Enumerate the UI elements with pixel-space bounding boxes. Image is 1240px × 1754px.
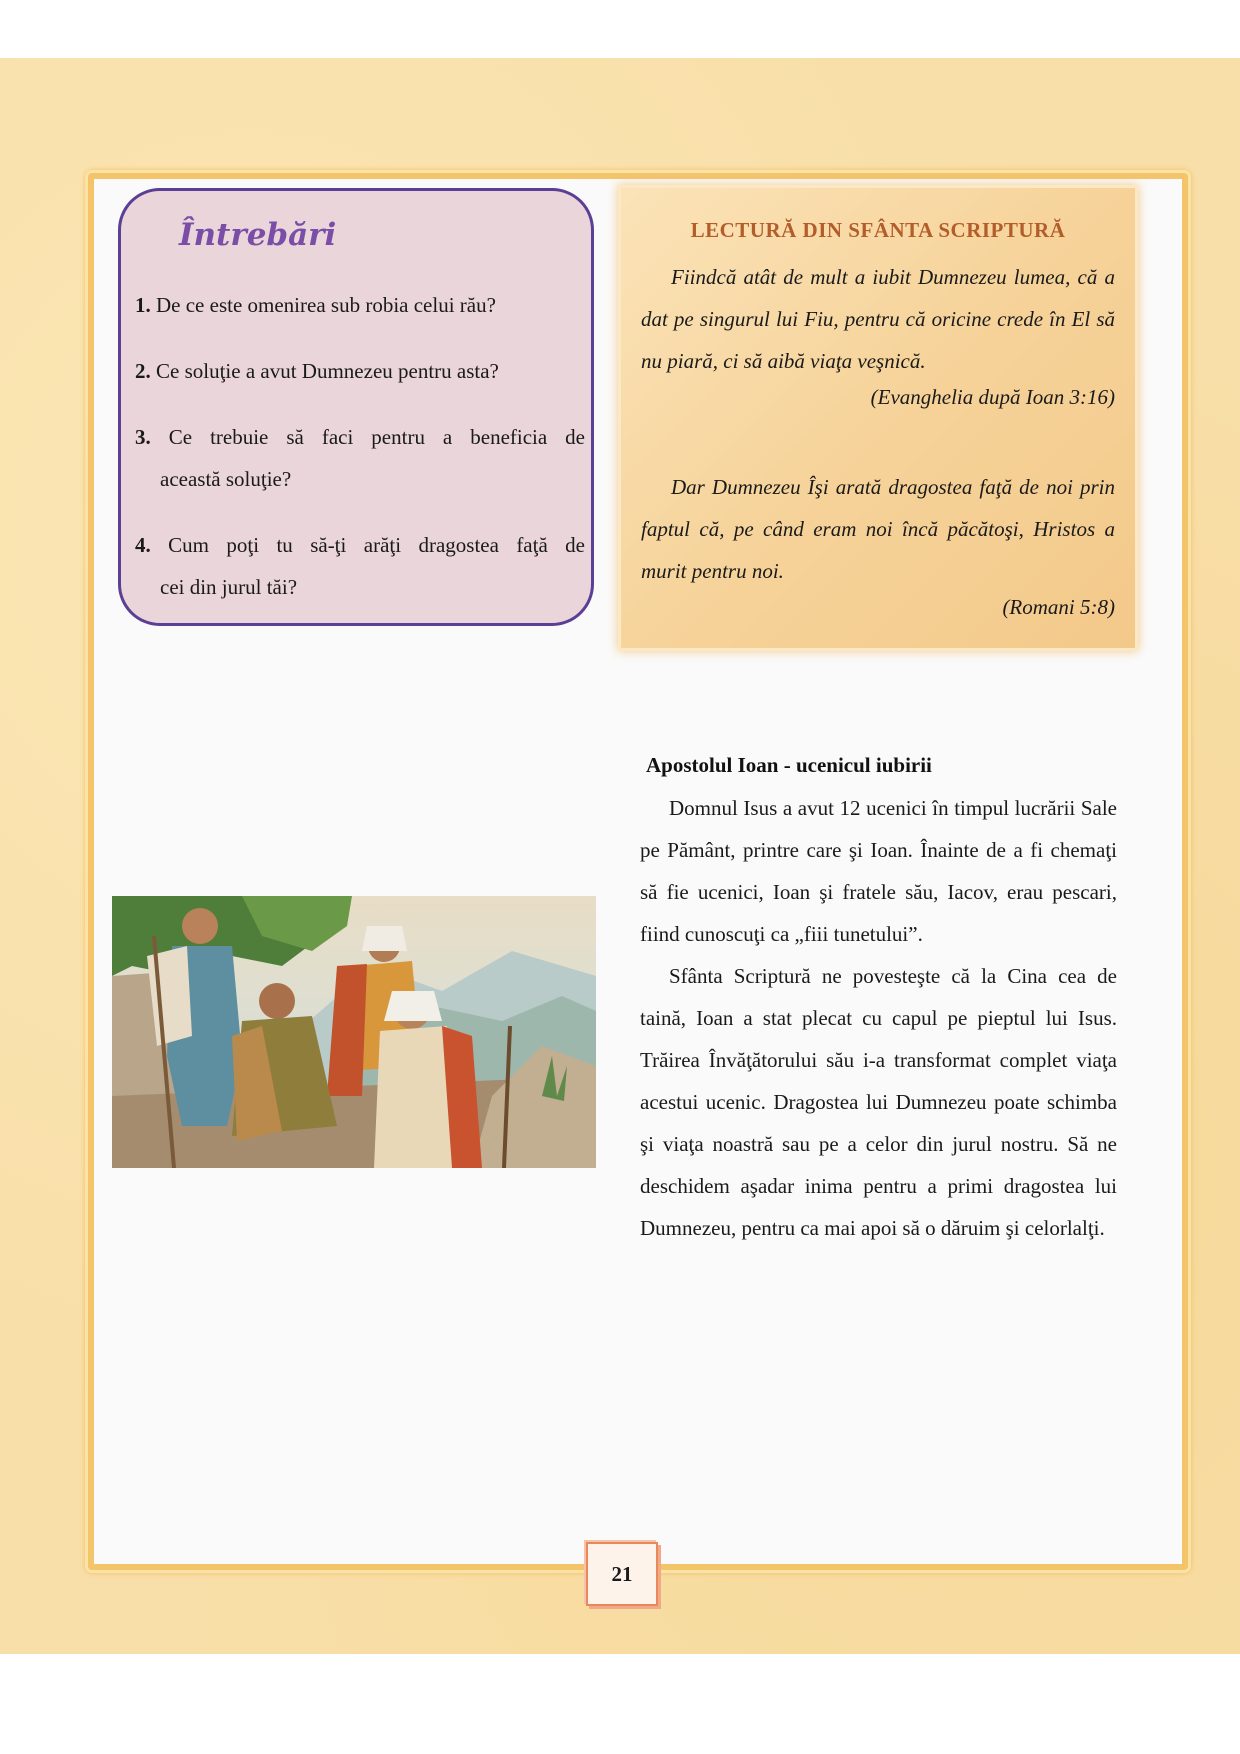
article-paragraph: Domnul Isus a avut 12 ucenici în timpul lucrării Sale pe Pământ, printre care şi Ioan. Înainte de a fi chemaţi să fie ucenici, Ioan şi fratele său, Iacov, erau pescari, fiind cunoscuţi ca „fiii tunetului”.: [640, 796, 1117, 946]
scripture-box: [621, 188, 1135, 648]
question-text: cei din jurul tăi?: [160, 575, 298, 599]
question-text: Ce soluţie a avut Dumnezeu pentru asta?: [156, 359, 499, 383]
question-number: 2.: [135, 359, 151, 383]
question-text: De ce este omenirea sub robia celui rău?: [156, 293, 496, 317]
question-item-continuation: [135, 459, 610, 500]
question-item-continuation: [135, 567, 610, 608]
scripture-reference: (Evanghelia după Ioan 3:16): [870, 385, 1115, 409]
question-number: 3.: [135, 425, 151, 449]
article-title: Apostolul Ioan - ucenicul iubirii: [646, 753, 932, 777]
scripture-passage: Fiindcă atât de mult a iubit Dumnezeu lumea, că a dat pe singurul lui Fiu, pentru că oricine crede în El să nu piară, ci să aibă viaţa veşnică.: [641, 265, 1115, 373]
question-number: 4.: [135, 533, 151, 557]
question-item: [135, 525, 585, 566]
scripture-passage: Dar Dumnezeu Îşi arată dragostea faţă de noi prin faptul că, pe când eram noi încă păcătoşi, Hristos a murit pentru noi.: [641, 475, 1115, 583]
question-item: [135, 351, 585, 392]
article-paragraph: Sfânta Scriptură ne povesteşte că la Cina cea de taină, Ioan a stat plecat cu capul pe pieptul lui Isus. Trăirea Învăţătorului său i-a transformat complet viaţa acestui ucenic. Dragostea lui Dumnezeu poate schimba şi viaţa noastră sau pe a celor din jurul nostru. Să ne deschidem aşadar inima pentru a primi dragostea lui Dumnezeu, pentru ca mai apoi să o dăruim şi celorlalţi.: [640, 964, 1117, 1240]
scripture-reference: (Romani 5:8): [1002, 595, 1115, 619]
page-number: 21: [586, 1542, 658, 1606]
question-number: 1.: [135, 293, 151, 317]
question-item: [135, 285, 585, 326]
question-item: [135, 417, 585, 458]
question-text: această soluţie?: [160, 467, 292, 491]
question-text: Cum poţi tu să-ţi arăţi dragostea faţă de: [168, 533, 586, 557]
question-text: Ce trebuie să faci pentru a beneficia de: [168, 425, 585, 449]
article-body: [640, 787, 1117, 1249]
apostles-illustration: [112, 896, 596, 1168]
scripture-title: LECTURĂ DIN SFÂNTA SCRIPTURĂ: [690, 218, 1066, 242]
questions-box: [118, 188, 594, 626]
questions-title: Întrebări: [179, 217, 337, 253]
